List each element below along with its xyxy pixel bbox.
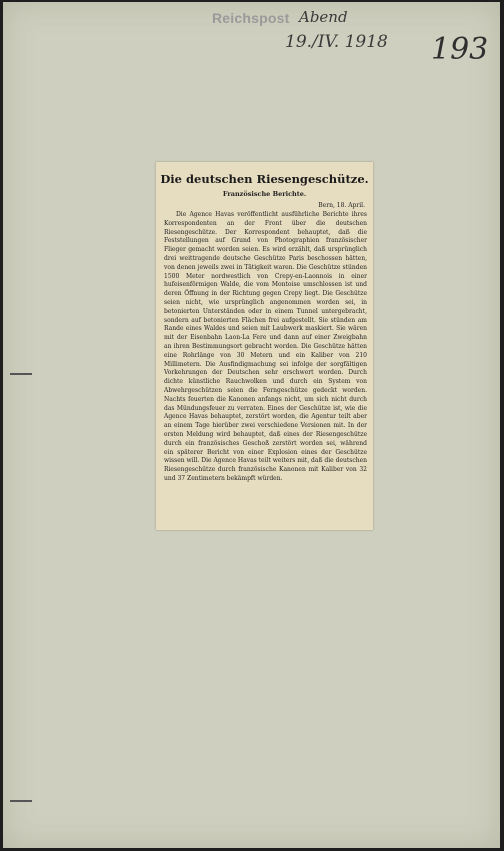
edition-handwritten-note: Abend: [299, 8, 348, 26]
date-handwritten-note: 19./IV. 1918: [285, 32, 388, 52]
punch-mark-bottom: [10, 800, 32, 802]
article-body: Die Agence Havas veröffentlicht ausführliche Berichte ihres Korrespondenten an der Front über die deutschen Riesengeschütze. Der Korrespondent behauptet, daß die Feststellungen auf Grund von Photographien französischer Flieger gemacht worden seien. Es wird erzählt, daß ursprünglich drei weittragende deutsche Geschütze Paris beschossen hätten, von denen jeweils zwei in Tätigkeit waren. Die Geschütze stünden 1500 Meter nordwestlich von Crepy-en-Laonnois in einer hufeisenförmigen Walde, die vom Montoise umschlossen ist und deren Öffnung in der Richtung gegen Crepy liegt. Die Geschütze seien nicht, wie ursprünglich angenommen worden sei, in betonierten Unterständen oder in einem Tunnel untergebracht, sondern auf betonierten Flächen frei aufgestellt. Sie stünden am Rande eines Waldes und seien mit Laubwerk maskiert. Sie wären mit der Eisenbahn Laon-La Fere und dann auf einer Zweigbahn an ihren Bestimmungsort gebracht worden. Die Geschütze hätten eine Rohrlänge von 30 Metern und ein Kaliber von 210 Millimetern. Die Ausfindigmachung sei infolge der sorgfältigen Vorkehrungen der Deutschen sehr erschwert worden. Durch dichte künstliche Rauchwolken und durch ein System von Abwehrgeschützen seien die Ferngeschütze gedeckt worden. Nachts feuerten die Kanonen anfangs nicht, um sich nicht durch das Mündungsfeuer zu verraten. Eines der Geschütze ist, wie die Agence Havas behauptet, zerstört worden, die Agentur teilt aber an einem Tage hierüber zwei verschiedene Versionen mit. In der ersten Meldung wird behauptet, daß eines der Riesengeschütze durch ein französisches Geschoß zerstört worden sei, während ein späterer Bericht von einer Explosion eines der Geschütze wissen will. Die Agence Havas teilt weiters mit, daß die deutschen Riesengeschütze durch französische Kanonen mit Kaliber von 32 und 37 Zentimetern bekämpft würden.: [164, 211, 367, 482]
article-title: Die deutschen Riesengeschütze.: [160, 172, 369, 186]
punch-mark-top: [10, 373, 32, 375]
article-subtitle: Französische Berichte.: [222, 190, 307, 198]
newspaper-stamp: Reichspost: [212, 10, 290, 26]
archive-sheet: [3, 2, 500, 848]
newspaper-clipping: [156, 162, 373, 530]
article-dateline: Bern, 18. April.: [318, 202, 365, 209]
folio-number: 193: [431, 32, 489, 67]
